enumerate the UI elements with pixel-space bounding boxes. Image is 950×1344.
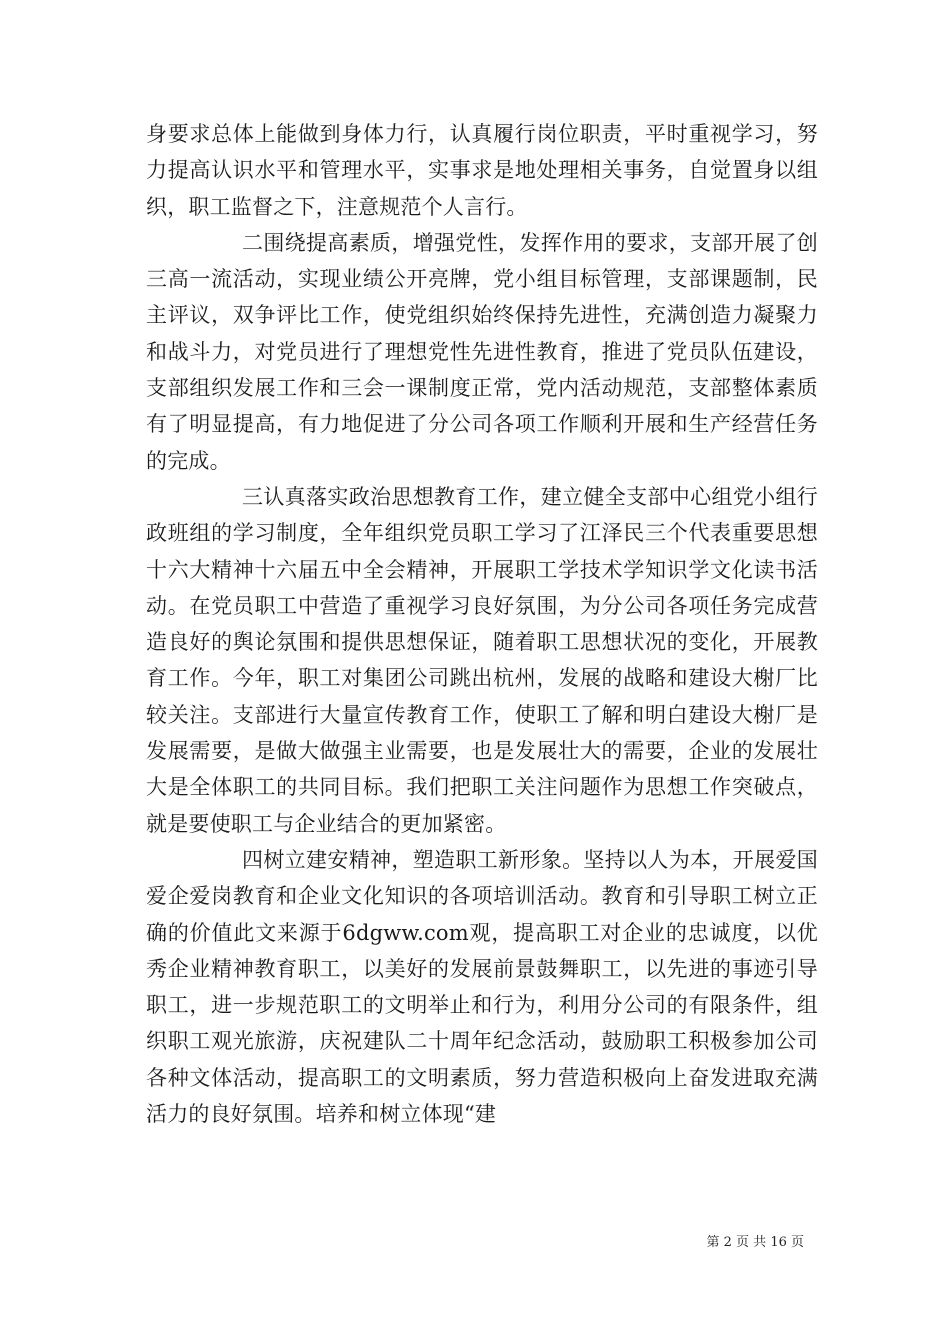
page-number-footer: 第 2 页 共 16 页 [706,1235,804,1250]
paragraph-2: 二围绕提高素质，增强党性，发挥作用的要求，支部开展了创三高一流活动，实现业绩公开亮牌，党小组目标管理，支部课题制，民主评议，双争评比工作，使党组织始终保持先进性，充满创造力凝聚力和战斗力，对党员进行了理想党性先进性教育，推进了党员队伍建设，支部组织发展工作和三会一课制度正常，党内活动规范，支部整体素质有了明显提高，有力地促进了分公司各项工作顺利开展和生产经营任务的完成。 [146,230,818,473]
paragraph-3: 三认真落实政治思想教育工作，建立健全支部中心组党小组行政班组的学习制度，全年组织党员职工学习了江泽民三个代表重要思想十六大精神十六届五中全会精神，开展职工学技术学知识学文化读书活动。在党员职工中营造了重视学习良好氛围，为分公司各项任务完成营造良好的舆论氛围和提供思想保证，随着职工思想状况的变化，开展教育工作。今年，职工对集团公司跳出杭州，发展的战略和建设大榭厂比较关注。支部进行大量宣传教育工作，使职工了解和明白建设大榭厂是发展需要，是做大做强主业需要，也是发展壮大的需要，企业的发展壮大是全体职工的共同目标。我们把职工关注问题作为思想工作突破点，就是要使职工与企业结合的更加紧密。 [146,484,818,836]
body-text [146,116,818,1132]
paragraph-4: 四树立建安精神，塑造职工新形象。坚持以人为本，开展爱国爱企爱岗教育和企业文化知识的各项培训活动。教育和引导职工树立正确的价值此文来源于6dgww.com观，提高职工对企业的忠诚度，以优秀企业精神教育职工，以美好的发展前景鼓舞职工，以先进的事迹引导职工，进一步规范职工的文明举止和行为，利用分公司的有限条件，组织职工观光旅游，庆祝建队二十周年纪念活动，鼓励职工积极参加公司各种文体活动，提高职工的文明素质，努力营造积极向上奋发进取充满活力的良好氛围。培养和树立体现“建 [146,847,818,1127]
paragraph-1: 身要求总体上能做到身体力行，认真履行岗位职责，平时重视学习，努力提高认识水平和管理水平，实事求是地处理相关事务，自觉置身以组织，职工监督之下，注意规范个人言行。 [146,122,818,219]
